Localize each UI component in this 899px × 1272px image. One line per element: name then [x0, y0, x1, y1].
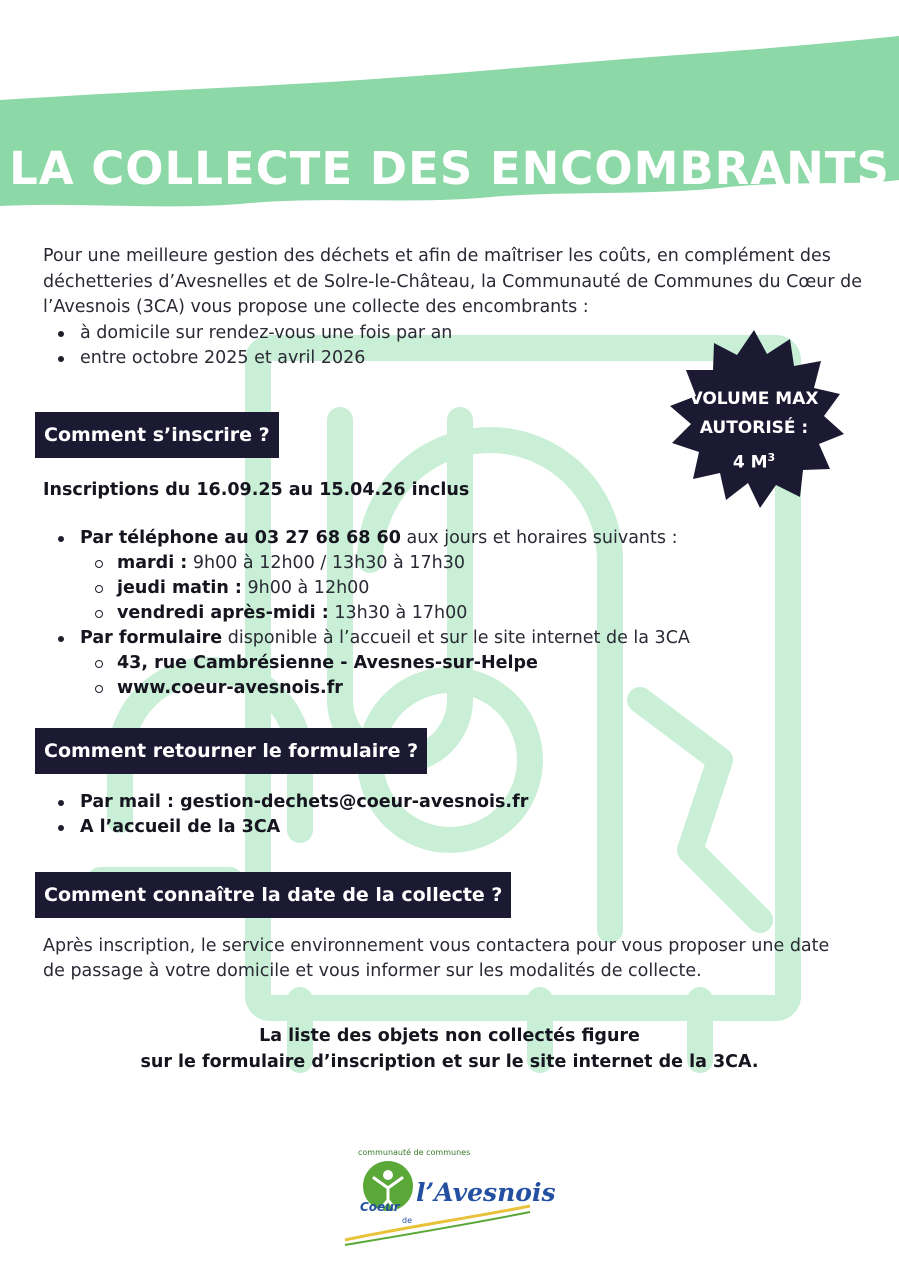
badge-line: VOLUME MAX [689, 389, 819, 409]
list-item: entre octobre 2025 et avril 2026 [43, 346, 863, 372]
inscription-list [43, 526, 863, 701]
objects-note [0, 1023, 899, 1075]
logo-coeur: Coeur [360, 1200, 400, 1214]
organisation-logo [340, 1148, 556, 1248]
section-heading-return: Comment retourner le formulaire ? [35, 728, 427, 774]
logo-de: de [402, 1216, 412, 1225]
section-heading-date: Comment connaître la date de la collecte ? [35, 872, 511, 918]
schedule-list [80, 551, 863, 626]
logo-name: l’Avesnois [416, 1178, 556, 1207]
logo-tagline: communauté de communes [358, 1148, 471, 1157]
list-item: Par formulaire disponible à l’accueil et sur le site internet de la 3CA 43, rue Cambrésienne - Avesnes-sur-Helpe www.coeur-avesnois.fr [43, 626, 863, 701]
intro-paragraph: Pour une meilleure gestion des déchets et afin de maîtriser les coûts, en complément des déchetteries d’Avesnelles et de Solre-le-Château, la Communauté de Communes du Cœur de l’Avesnois (3CA) vous propose une collecte des encombrants : [43, 246, 863, 317]
return-block [43, 790, 863, 840]
date-block [43, 934, 843, 984]
form-location-list [80, 651, 863, 701]
inscription-dates: Inscriptions du 16.09.25 au 15.04.26 inclus [43, 480, 470, 500]
schedule-item: jeudi matin : 9h00 à 12h00 [80, 576, 863, 601]
website-item[interactable]: www.coeur-avesnois.fr [80, 676, 863, 701]
inscription-block [43, 478, 863, 701]
list-item: à domicile sur rendez-vous une fois par an [43, 321, 863, 347]
address-item: 43, rue Cambrésienne - Avesnes-sur-Helpe [80, 651, 863, 676]
section-heading-inscription: Comment s’inscrire ? [35, 412, 279, 458]
list-item: Par téléphone au 03 27 68 68 60 aux jours et horaires suivants : mardi : 9h00 à 12h00 / 13h30 à 17h30 jeudi matin : 9h00 à 12h00 vendredi après-midi : 13h30 à 17h00 [43, 526, 863, 626]
badge-line: 4 $M^3$ [732, 451, 776, 473]
date-paragraph: Après inscription, le service environnement vous contactera pour vous proposer une date de passage à votre domicile et vous informer sur les modalités de collecte. [43, 936, 830, 981]
schedule-item: vendredi après-midi : 13h30 à 17h00 [80, 601, 863, 626]
schedule-item: mardi : 9h00 à 12h00 / 13h30 à 17h30 [80, 551, 863, 576]
list-item: A l’accueil de la 3CA [43, 815, 863, 840]
badge-line: AUTORISÉ : [699, 418, 809, 438]
list-item[interactable]: Par mail : gestion-dechets@coeur-avesnois.fr [43, 790, 863, 815]
note-line: sur le formulaire d’inscription et sur le site internet de la 3CA. [140, 1052, 759, 1072]
return-list [43, 790, 863, 840]
page-title: LA COLLECTE DES ENCOMBRANTS [9, 142, 890, 195]
note-line: La liste des objets non collectés figure [259, 1026, 640, 1046]
